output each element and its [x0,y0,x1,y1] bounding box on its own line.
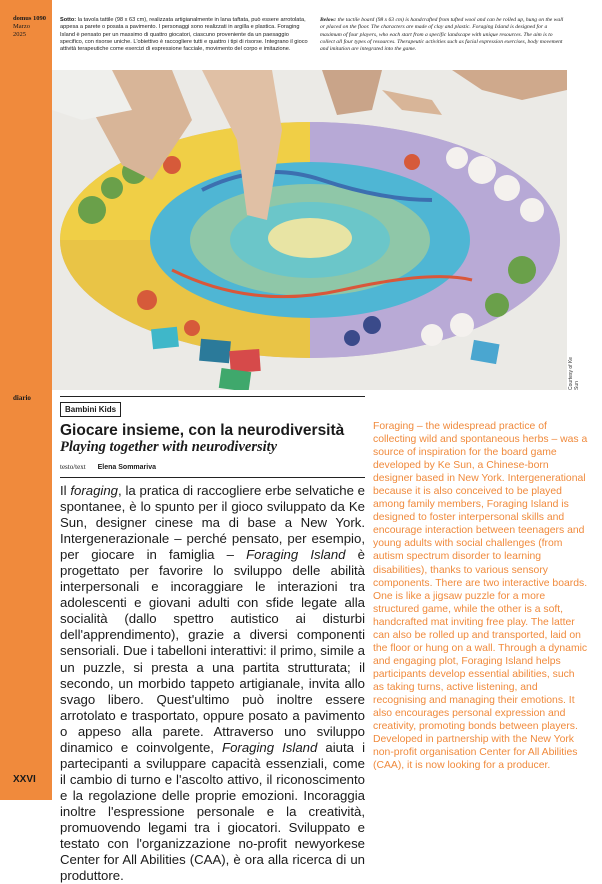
body-it-part1: Il [60,483,71,498]
caption-en-text: the tactile board (98 x 63 cm) is handcrafted from tufted wool and can be rolled up, hung on the wall or placed on the floor. The characters are made of clay and plastic. Foraging Island is designed for a maximum of four players, who each start from a specific landscape with unique resources. The aim is to collect all four types of resources. Therapeutic activities such as facial expression exercises, body movement and imitation are integrated into the game. [320,17,564,53]
category-tag: Bambini Kids [60,402,121,417]
caption-it-label: Sotto: [60,17,77,23]
top-rule [60,396,365,397]
headline-english: Playing together with neurodiversity [60,439,278,455]
byline-label: testo/text [60,463,86,471]
byline-rule [60,477,365,478]
body-it-part4: aiuta i partecipanti a sviluppare capacità essenziali, come il cambio di turno e l'ascolto attivo, il riconoscimento e la regolazione delle proprie emozioni. Incoraggia inoltre l'espressione personale e la creatività, promuovendo legami tra i giocatori. Sviluppato e testato con l'organizzazione no-profit newyorkese Center for All Abilities (CAA), è ora alla ricerca di un produttore. [60,739,366,884]
photo-credit: Courtesy of Ke Sun [568,356,580,390]
caption-it-text: la tavola tattile (98 x 63 cm), realizzata artigianalmente in lana taftata, può essere arrotolata, appesa a parete o posata a pavimento. I personaggi sono realizzati in argilla e plastica. Foraging Island è pensato per un massimo di quattro giocatori, ciascuno proveniente da un paesaggio specifico, con risorse uniche. L'obiettivo è raccogliere tutti e quattro i tipi di risorse. Integrano il gioco attività terapeutiche come esercizi di espressione facciale, movimento del corpo e imitazione. [60,17,308,53]
body-it-part3: è progettato per favorire lo sviluppo delle abilità interpersonali e incoraggiare le interazioni tra adolescenti e giovani adulti con sfide legate alla socialità (dallo spettro autistico ai disturbi dell'apprendimento), grazie a diversi componenti sensoriali. Due i tabelloni interattivi: il primo, simile a un puzzle, si presta a una partita strutturata; il secondo, un morbido tappeto artigianale, invita allo svago libero. Quest'ultimo può inoltre essere arrotolato e trasportato, oppure posato a pavimento o appeso alla parete. Attraverso uno sviluppo dinamico e coinvolgente, [60,547,366,755]
caption-italian [60,17,310,53]
issue-month: Marzo [13,23,30,30]
body-english: Foraging – the widespread practice of collecting wild and spontaneous herbs – was a source of inspiration for the board game developed by Ke Sun, a Chinese-born designer based in New York. Intergenerational because it is also conceived to be played among family members, Foraging Island is designed to foster interpersonal skills and encourage interaction between teenagers and young adults with social challenges (from autism spectrum disorder to learning disabilities), thanks to various sensory components. There are two interactive boards. One is like a jigsaw puzzle for a more structured game, while the other is a soft, handcrafted mat inviting free play. The latter can also be rolled up and transported, laid on the floor or hung on a wall. Through a dynamic and engaging plot, Foraging Island helps participants develop essential abilities, such as taking turns, active listening, and recognising and managing their emotions. It also encourages personal expression and creativity, promoting bonds between players. Developed in partnership with the New York non-profit organisation Center for All Abilities (CAA), it is now looking for a producer. [373,421,588,772]
byline-author: Elena Sommariva [97,464,156,471]
headline-italian: Giocare insieme, con la neurodiversità [60,422,345,439]
byline [60,463,156,471]
caption-english [320,17,565,53]
masthead [13,15,51,39]
body-italian [60,483,365,884]
caption-en-label: Below: [320,17,337,23]
issue-year: 2025 [13,31,26,38]
body-it-italic2: Foraging Island [246,547,346,563]
tufted-mat-illustration [52,70,567,390]
body-it-part2: , la pratica di raccogliere erbe selvatiche e spontanee, è lo spunto per il gioco sviluppato da Ke Sun, designer cinese ma di base a New York. Intergenerazionale – perché pensato, per esempio, per giocare in famiglia – [60,483,365,563]
body-it-italic3: Foraging Island [222,739,318,755]
body-it-italic1: foraging [70,483,119,498]
magazine-issue: domus 1090 [13,15,47,22]
board-game-photo [52,70,567,390]
page-number: XXVI [13,774,36,785]
section-label: diario [13,394,31,402]
